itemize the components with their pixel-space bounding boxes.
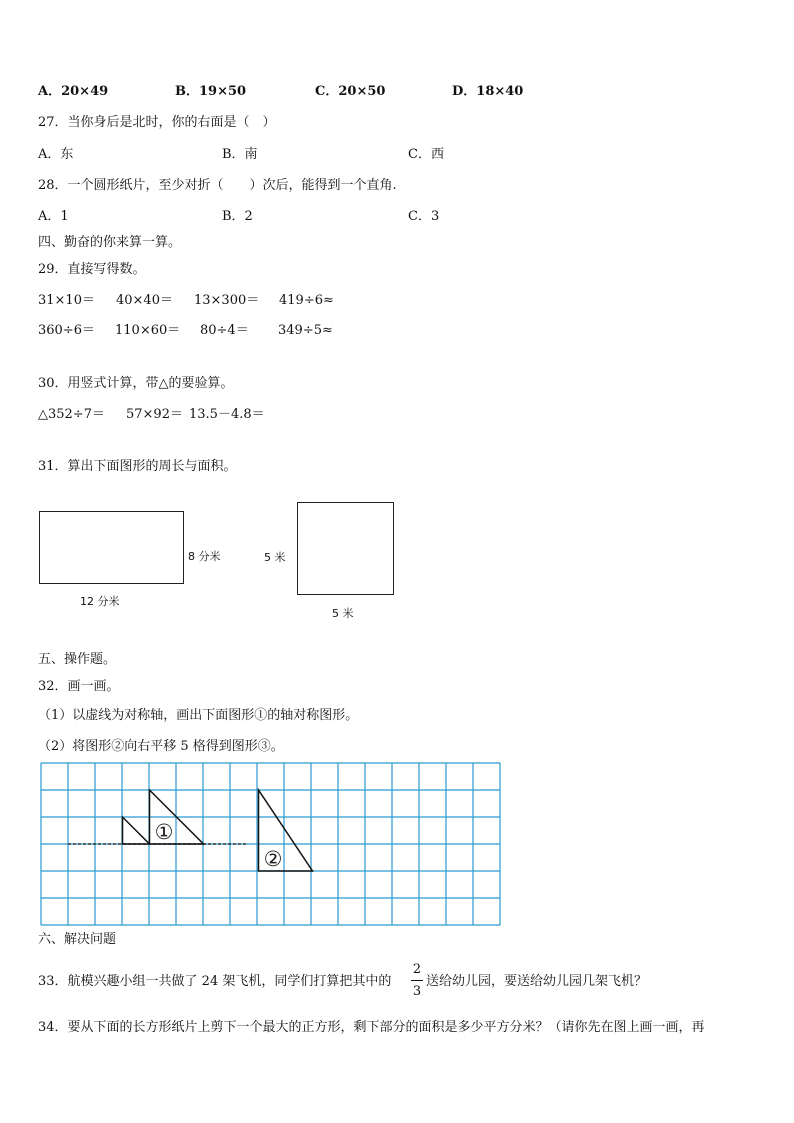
q32-grid-figure — [38, 762, 506, 926]
q31-square — [297, 502, 394, 595]
shape-2-label: ② — [263, 847, 283, 871]
q31-square-side-label: 5 米 — [264, 551, 286, 564]
q26-option-d: D．18×40 — [452, 84, 524, 99]
q33-fraction-denominator: 3 — [412, 984, 422, 999]
q29-item: 80÷4＝ — [200, 323, 249, 338]
q31-square-bottom-label: 5 米 — [332, 607, 354, 620]
section-4-heading: 四、勤奋的你来算一算。 — [38, 235, 182, 250]
q34-text: 34．要从下面的长方形纸片上剪下一个最大的正方形，剩下部分的面积是多少平方分米？（请你先在图上画一画，再 — [38, 1020, 705, 1035]
q31-rect-width-label: 12 分米 — [80, 595, 120, 608]
q30-item: 13.5－4.8＝ — [189, 407, 265, 422]
q32-stem: 32．画一画。 — [38, 679, 120, 694]
q32-part-2: （2）将图形②向右平移 5 格得到图形③。 — [38, 739, 284, 754]
q33-fraction-bar — [411, 980, 423, 981]
q29-item: 40×40＝ — [116, 293, 173, 308]
q27-option-c: C．西 — [408, 147, 444, 162]
q26-option-c: C．20×50 — [315, 84, 386, 99]
shape-1-label: ① — [154, 820, 174, 844]
q29-item: 419÷6≈ — [279, 293, 334, 308]
section-6-heading: 六、解决问题 — [38, 932, 117, 947]
q33-text-before: 33．航模兴趣小组一共做了 24 架飞机，同学们打算把其中的 — [38, 974, 392, 989]
q33-text-after: 送给幼儿园，要送给幼儿园几架飞机？ — [426, 974, 648, 989]
q28-option-c: C．3 — [408, 209, 440, 224]
q33-text — [38, 974, 391, 990]
q29-item: 31×10＝ — [38, 293, 95, 308]
q31-rect-height-label: 8 分米 — [188, 550, 221, 563]
q33-fraction-numerator: 2 — [412, 962, 422, 977]
q27-stem: 27．当你身后是北时，你的右面是（ ） — [38, 115, 276, 130]
shape-1-small-triangle — [123, 817, 150, 844]
q29-item: 110×60＝ — [115, 323, 181, 338]
q29-item: 13×300＝ — [194, 293, 260, 308]
q29-item: 349÷5≈ — [278, 323, 333, 338]
q32-part-1: （1）以虚线为对称轴，画出下面图形①的轴对称图形。 — [38, 708, 359, 723]
q27-option-a: A．东 — [38, 147, 74, 162]
q28-stem: 28．一个圆形纸片，至少对折（ ）次后，能得到一个直角. — [38, 178, 397, 193]
q31-rectangle — [39, 511, 184, 584]
q27-option-b: B．南 — [222, 147, 258, 162]
q26-option-b: B．19×50 — [175, 84, 247, 99]
q26-option-a: A．20×49 — [38, 84, 109, 99]
q29-stem: 29．直接写得数。 — [38, 262, 146, 277]
q29-item: 360÷6＝ — [38, 323, 95, 338]
q30-item: 57×92＝ — [126, 407, 183, 422]
q28-option-b: B．2 — [222, 209, 253, 224]
section-5-heading: 五、操作题。 — [38, 652, 117, 667]
q30-item: △352÷7＝ — [38, 407, 105, 422]
q28-option-a: A．1 — [38, 209, 69, 224]
q30-stem: 30．用竖式计算，带△的要验算。 — [38, 376, 234, 391]
q31-stem: 31．算出下面图形的周长与面积。 — [38, 459, 237, 474]
